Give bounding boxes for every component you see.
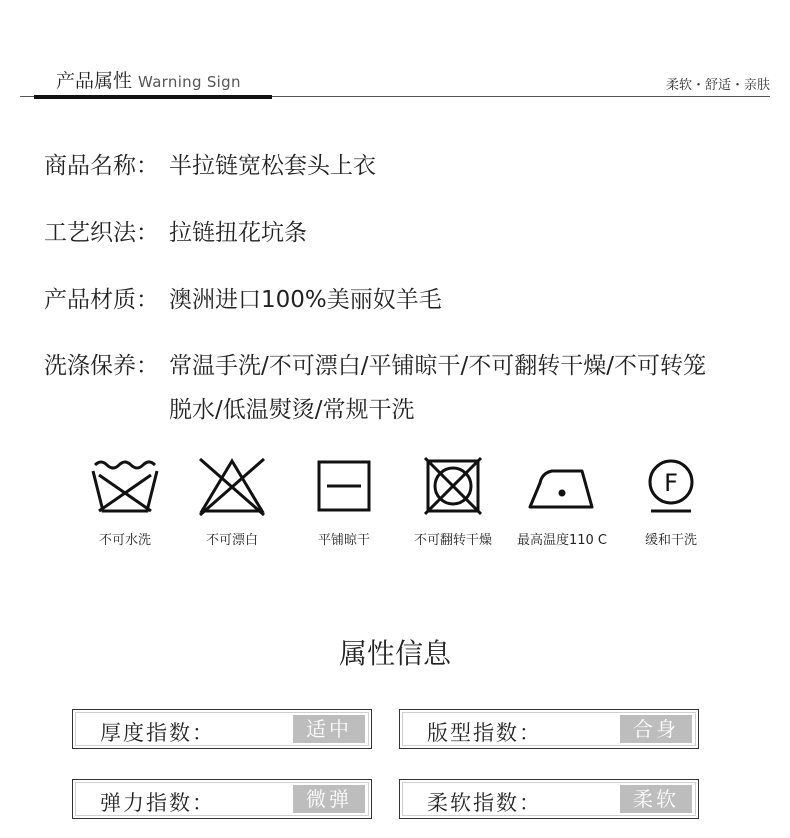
- property-label: 柔软指数：: [427, 791, 542, 815]
- header-accent-bar: [34, 95, 272, 99]
- attr-key: 洗涤保养：: [44, 353, 159, 379]
- attr-value: 拉链扭花坑条: [169, 220, 307, 246]
- care-label: 不可漂白: [205, 533, 258, 548]
- header-title-text: 产品属性: [56, 70, 133, 92]
- property-value-badge: 柔软: [620, 785, 692, 813]
- care-label: 平铺晾干: [317, 533, 370, 548]
- no-tumble-dry-icon: [417, 455, 489, 517]
- property-thickness: [72, 709, 372, 749]
- property-label: 版型指数：: [427, 721, 542, 745]
- page-header: [0, 0, 790, 110]
- property-elasticity: [72, 779, 372, 819]
- care-symbols: [60, 455, 760, 565]
- iron-icon: [526, 455, 598, 517]
- care-label: 不可水洗: [98, 533, 151, 548]
- attr-value: 澳洲进口100%美丽奴羊毛: [169, 287, 442, 313]
- care-label: 不可翻转干燥: [413, 533, 492, 548]
- attr-care: [44, 347, 706, 380]
- dry-clean-f-icon: [635, 455, 707, 517]
- section-title: 属性信息: [338, 637, 451, 670]
- care-label: 缓和干洗: [644, 533, 697, 548]
- header-subtitle: Warning Sign: [138, 73, 241, 91]
- property-label: 弹力指数：: [100, 791, 215, 815]
- property-fit: [399, 709, 699, 749]
- attr-care-line2: 脱水/低温熨烫/常规干洗: [169, 397, 415, 423]
- property-value-badge: 微弹: [293, 785, 365, 813]
- attr-key: 工艺织法：: [44, 220, 159, 246]
- header-tags: 柔软・舒适・亲肤: [665, 78, 770, 93]
- dry-flat-icon: [308, 455, 380, 517]
- dry-clean-glyph: F: [664, 469, 678, 497]
- attr-material: [44, 281, 442, 314]
- no-wash-icon: [89, 455, 161, 517]
- property-value-badge: 合身: [620, 715, 692, 743]
- property-value-badge: 适中: [293, 715, 365, 743]
- no-bleach-icon: [196, 455, 268, 517]
- attr-value: 半拉链宽松套头上衣: [169, 153, 376, 179]
- attr-value: 常温手洗/不可漂白/平铺晾干/不可翻转干燥/不可转笼: [169, 353, 706, 379]
- care-item-dry-clean: [606, 455, 736, 548]
- property-label: 厚度指数：: [100, 721, 215, 745]
- care-label: 最高温度110 C: [516, 533, 608, 548]
- attr-key: 产品材质：: [44, 287, 159, 313]
- attr-product-name: [44, 147, 376, 180]
- care-item-no-bleach: [167, 455, 297, 548]
- property-softness: [399, 779, 699, 819]
- attr-key: 商品名称：: [44, 153, 159, 179]
- attr-craft: [44, 214, 307, 247]
- header-title: [56, 66, 241, 93]
